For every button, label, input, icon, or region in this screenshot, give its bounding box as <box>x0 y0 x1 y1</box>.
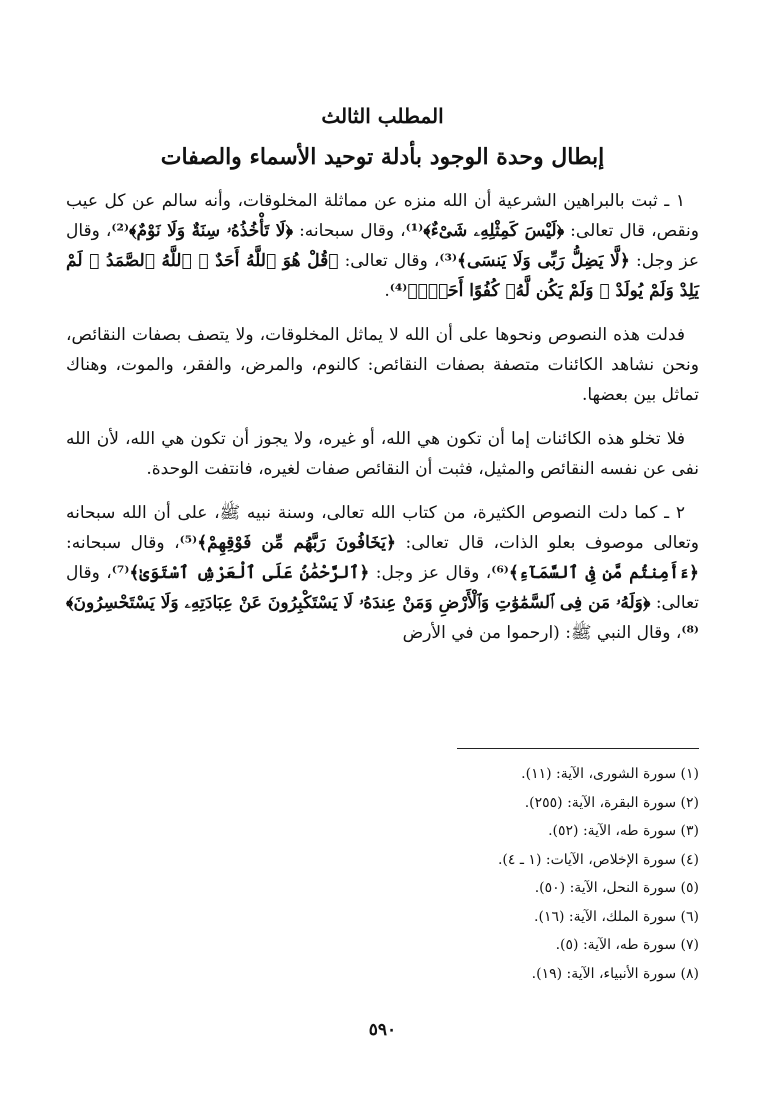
text-segment: فدلت هذه النصوص ونحوها على أن الله لا يماثل المخلوقات، ولا يتصف بصفات النقائص، ونحن نشاهد الكائنات متصفة بصفات النقائص: كالنوم، والمرض، والفقر، والموت، وهناك تماثل بين بعضها. <box>66 325 699 405</box>
footnote: (١) سورة الشورى، الآية: (١١). <box>521 766 699 782</box>
footnote: (٣) سورة طه، الآية: (٥٢). <box>548 823 699 839</box>
text-segment: فلا تخلو هذه الكائنات إما أن تكون هي الله، أو غيره، ولا يجوز أن تكون هي الله، لأن الله نفى عن نفسه النقائص والمثيل، فثبت أن النقائص صفات لغيره، فانتفت الوحدة. <box>66 429 699 479</box>
quran-verse: ﴿وَلَهُۥ مَن فِى ٱلسَّمَٰوَٰتِ وَٱلْأَرْضِ وَمَنْ عِندَهُۥ لَا يَسْتَكْبِرُونَ عَنْ عِبَادَتِهِۦ وَلَا يَسْتَحْسِرُونَ﴾⁽⁸⁾ <box>66 593 699 643</box>
paragraph-1 <box>66 186 699 306</box>
section-subtitle: إبطال وحدة الوجود بأدلة توحيد الأسماء والصفات <box>160 144 605 170</box>
paragraph-4 <box>66 498 699 648</box>
text-segment: ، وقال تعالى: <box>338 251 440 271</box>
footnote: (٦) سورة الملك، الآية: (١٦). <box>534 908 699 925</box>
text-segment: ١ ـ ثبت بالبراهين الشرعية أن الله منزه عن مماثلة المخلوقات، وأنه سالم عن كل عيب ونقص، قال تعالى: <box>66 191 699 241</box>
footnotes-list <box>300 760 699 988</box>
text-segment: ، وقال سبحانه: <box>66 533 180 553</box>
quran-verse: ﴿قُلْ هُوَ ٱللَّهُ أَحَدٌ ۞ ٱللَّهُ ٱلصَّمَدُ ۞ لَمْ يَلِدْ وَلَمْ يُولَدْ ۞ وَلَمْ يَكُن لَّهُۥ كُفُوًا أَحَدٌۢ﴾⁽⁴⁾ <box>66 251 699 301</box>
quran-verse: ﴿يَخَافُونَ رَبَّهُم مِّن فَوْقِهِمْ﴾⁽⁵⁾ <box>179 533 396 553</box>
body-text <box>66 186 699 662</box>
quran-verse: ﴿لَا تَأْخُذُهُۥ سِنَةٌ وَلَا نَوْمٌ﴾⁽²⁾ <box>111 221 294 241</box>
text-segment: ، وقال سبحانه: <box>293 221 406 241</box>
quran-verse: ﴿لَيْسَ كَمِثْلِهِۦ شَىْءٌ﴾⁽¹⁾ <box>405 221 565 241</box>
footnote: (٧) سورة طه، الآية: (٥). <box>555 937 699 953</box>
footnote: (٨) سورة الأنبياء، الآية: (١٩). <box>531 965 699 982</box>
quran-verse: ﴿لَّا يَضِلُّ رَبِّى وَلَا يَنسَى﴾⁽³⁾ <box>439 251 630 271</box>
text-segment: ، وقال عز وجل: <box>66 221 699 271</box>
footnote: (٤) سورة الإخلاص، الآيات: (١ ـ ٤). <box>497 851 699 868</box>
text-segment: ، وقال تعالى: <box>66 563 700 613</box>
text-segment: ٢ ـ كما دلت النصوص الكثيرة، من كتاب الله تعالى، وسنة نبيه ﷺ، على أن الله سبحانه وتعالى موصوف بعلو الذات، قال تعالى: <box>66 503 700 553</box>
footnote: (٥) سورة النحل، الآية: (٥٠). <box>534 880 699 896</box>
paragraph-3 <box>66 424 699 484</box>
text-segment: ، وقال عز وجل: <box>369 563 492 583</box>
quran-verse: ﴿ٱلرَّحْمَٰنُ عَلَى ٱلْعَرْشِ ٱسْتَوَىٰ﴾⁽⁷⁾ <box>111 563 370 583</box>
section-title: المطلب الثالث <box>321 104 444 128</box>
text-segment: ، وقال النبي ﷺ: (ارحموا من في الأرض <box>402 623 682 643</box>
page-number: ٥٩٠ <box>368 1020 397 1040</box>
quran-verse: ﴿ءَأَمِنتُم مَّن فِى ٱلسَّمَآءِ﴾⁽⁶⁾ <box>491 563 699 583</box>
footnote: (٢) سورة البقرة، الآية: (٢٥٥). <box>524 794 699 811</box>
paragraph-2 <box>66 320 699 410</box>
footnote-divider <box>457 748 699 749</box>
text-segment: . <box>384 281 390 301</box>
